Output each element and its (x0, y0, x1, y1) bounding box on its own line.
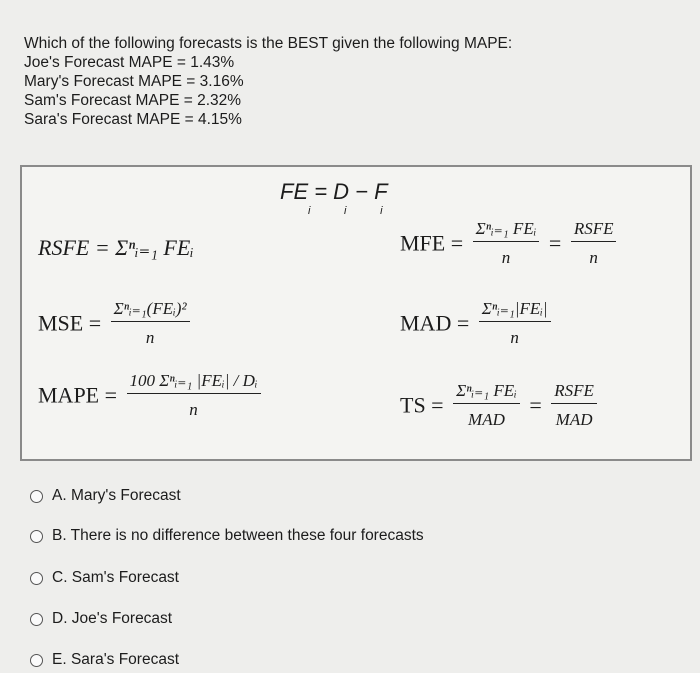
mfe-formula (400, 219, 620, 268)
mad-denominator: n (510, 328, 519, 347)
option-e[interactable] (30, 651, 179, 669)
equals-sign: = (548, 230, 562, 256)
ts-lhs: TS = (400, 392, 444, 418)
radio-button-icon[interactable] (30, 572, 43, 585)
formula-sheet (20, 165, 692, 461)
mfe-fraction-2 (571, 219, 617, 268)
option-label[interactable]: C. Sam's Forecast (52, 569, 179, 586)
mape-line: Joe's Forecast MAPE = 1.43% (24, 54, 235, 71)
option-b[interactable] (30, 527, 424, 545)
ts-denominator: MAD (468, 410, 505, 429)
rsfe-lhs: RSFE = (38, 235, 110, 260)
option-a[interactable] (30, 487, 181, 505)
mape-line: Sara's Forecast MAPE = 4.15% (24, 111, 242, 128)
mfe-fraction (473, 219, 540, 268)
option-label[interactable]: A. Mary's Forecast (52, 487, 181, 504)
radio-button-icon[interactable] (30, 530, 43, 543)
mfe-numerator: Σⁿᵢ₌₁ FEᵢ (473, 219, 540, 242)
option-d[interactable] (30, 610, 172, 628)
ts-formula (400, 381, 601, 430)
mfe-denominator-2: n (589, 248, 598, 267)
radio-button-icon[interactable] (30, 654, 43, 667)
mse-formula (38, 299, 194, 348)
mse-denominator: n (145, 328, 155, 347)
mad-formula (400, 299, 555, 348)
mse-numerator: Σⁿᵢ₌₁(FEᵢ)² (111, 299, 190, 322)
mse-lhs: MSE = (38, 310, 102, 336)
ts-fraction-2 (551, 381, 597, 430)
mfe-numerator-2: RSFE (571, 219, 617, 242)
question-prompt: Which of the following forecasts is the BEST given the following MAPE: (24, 35, 513, 52)
option-label[interactable]: E. Sara's Forecast (52, 651, 180, 668)
mape-lhs: MAPE = (38, 382, 118, 408)
fe-subscripts: i i i (308, 205, 383, 217)
mape-formula (38, 371, 265, 420)
ts-numerator-2: RSFE (551, 381, 597, 404)
ts-numerator: Σⁿᵢ₌₁ FEᵢ (453, 381, 520, 404)
ts-denominator-2: MAD (555, 410, 593, 429)
mad-lhs: MAD = (400, 310, 470, 336)
mse-fraction (111, 299, 190, 348)
mape-denominator: n (189, 400, 198, 419)
mape-fraction (127, 371, 261, 420)
option-label[interactable]: B. There is no difference between these four forecasts (52, 527, 424, 544)
equals-sign: = (529, 392, 542, 418)
mad-fraction (479, 299, 551, 348)
mfe-denominator: n (501, 248, 511, 267)
radio-button-icon[interactable] (30, 490, 43, 503)
mape-line: Sam's Forecast MAPE = 2.32% (24, 92, 242, 109)
mad-numerator: Σⁿᵢ₌₁|FEᵢ| (479, 299, 551, 322)
fe-formula: FE = D − F (280, 179, 388, 204)
mape-numerator: 100 Σⁿᵢ₌₁ |FEᵢ| / Dᵢ (127, 371, 261, 394)
radio-button-icon[interactable] (30, 613, 43, 626)
ts-fraction (453, 381, 520, 430)
question-block (24, 34, 512, 129)
rsfe-rhs: Σⁿᵢ₌₁ FEᵢ (115, 235, 194, 260)
rsfe-formula (38, 235, 194, 261)
option-c[interactable] (30, 569, 179, 587)
option-label[interactable]: D. Joe's Forecast (52, 610, 173, 627)
mape-line: Mary's Forecast MAPE = 3.16% (24, 73, 244, 90)
mfe-lhs: MFE = (400, 230, 464, 256)
